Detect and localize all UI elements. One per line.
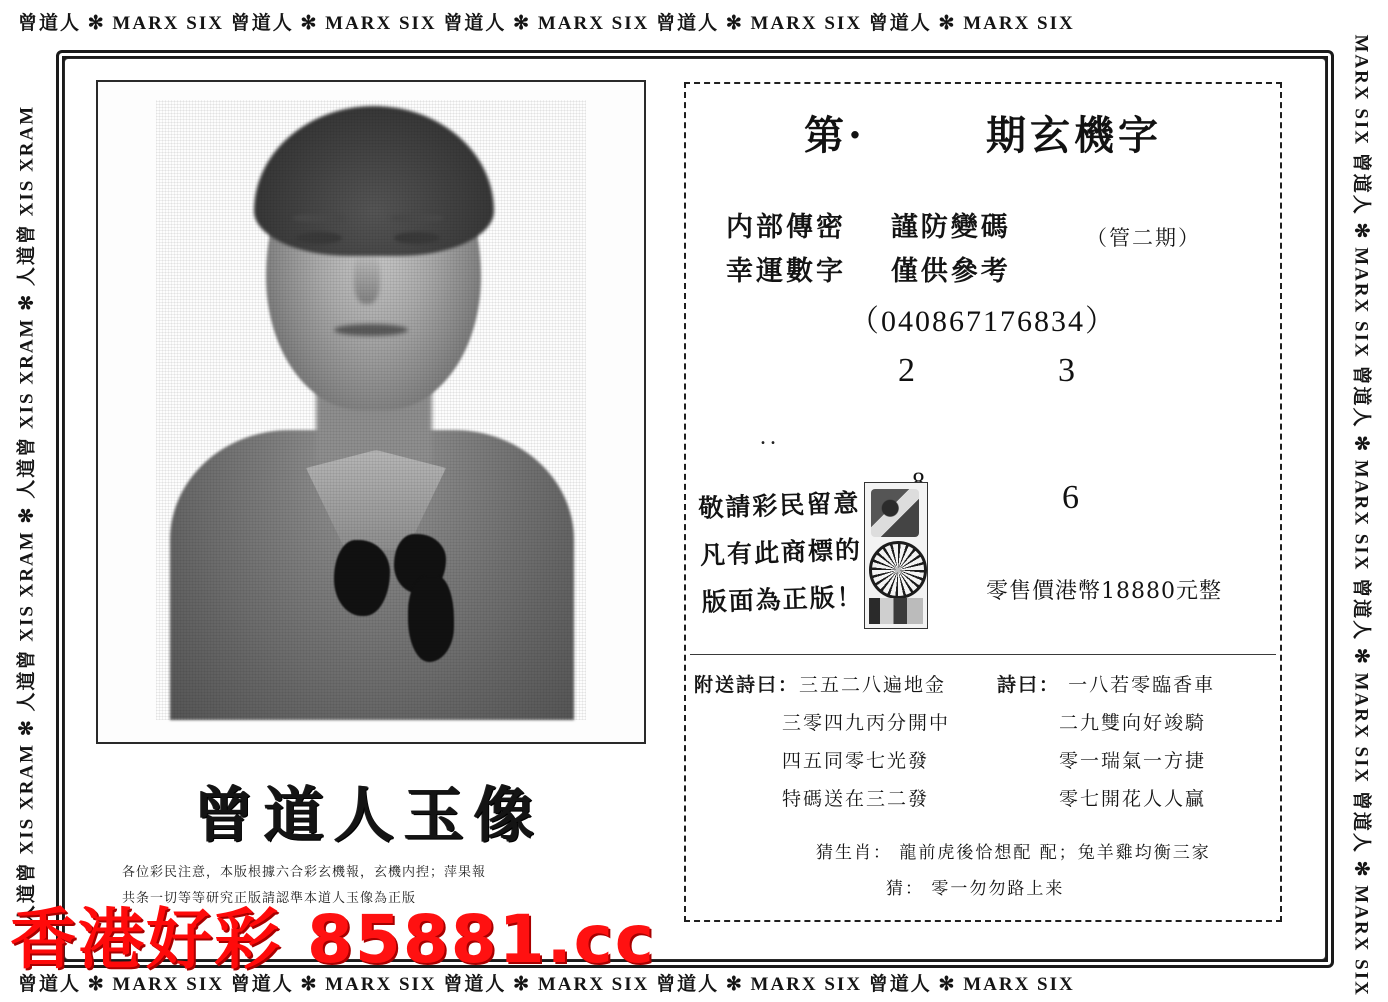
zodiac-hint xyxy=(816,836,1211,870)
border-marquee-left: 人道曾 XIS XRAM ✻ 人道曾 XIS XRAM ✻ 人道曾 XIS XRAM ✻ 人道曾 XIS XRAM xyxy=(16,104,38,925)
kv-row-2-b: 僅供參考 xyxy=(890,256,1011,287)
kv-row-2-a: 幸運數字 xyxy=(726,256,846,287)
portrait-nose xyxy=(354,250,380,304)
guess-text: 零一勿勿路上来 xyxy=(931,879,1065,899)
portrait-brow-right xyxy=(390,214,444,222)
zodiac-text: 龍前虎後恰想配 配；兔羊雞均衡三家 xyxy=(899,843,1211,863)
stamp-wheel-icon xyxy=(869,541,927,599)
portrait-hair xyxy=(254,106,494,256)
portrait-brow-left xyxy=(292,214,346,222)
zodiac-label: 猜生肖： xyxy=(816,843,892,863)
guess-hint xyxy=(886,874,1064,899)
slogan-line-2: 凡有此商標的 xyxy=(699,535,863,570)
poem-section xyxy=(694,666,1272,818)
kv-row-1-b: 謹防變碼 xyxy=(890,212,1011,243)
slogan-line-3: 版面為正版！ xyxy=(701,582,865,617)
portrait-caption: 曾道人玉像 xyxy=(194,781,544,851)
portrait-eye-left xyxy=(296,232,342,244)
poem-column-left xyxy=(694,666,969,818)
poem-column-right xyxy=(997,666,1272,818)
ink-blot-1 xyxy=(334,540,390,616)
poem-right-line-1: 一八若零臨香車 xyxy=(1068,674,1216,696)
portrait-eye-right xyxy=(394,232,440,244)
portrait-note-line-2: 共条一切等等研究正版請認準本道人玉像為正版 xyxy=(122,891,417,906)
slogan-line-1: 敬請彩民留意 xyxy=(697,488,861,523)
issue-title-right: 期玄機字 xyxy=(985,112,1162,159)
portrait-note-line-1: 各位彩民注意，本版根據六合彩玄機報，玄機内揑；萍果報 xyxy=(122,865,487,880)
poem-right-label: 詩曰： xyxy=(997,674,1061,696)
poem-left-row-1 xyxy=(694,666,969,704)
lucky-number-1: 2 xyxy=(898,352,915,389)
poem-left-line-2: 三零四九丙分開中 xyxy=(782,712,951,734)
poem-left-line-3: 四五同零七光發 xyxy=(782,750,930,772)
watermark-text-cn: 香港好彩 xyxy=(10,901,282,978)
info-panel xyxy=(684,82,1282,922)
kv-row-1 xyxy=(726,206,1011,250)
poem-left-line-4: 特碼送在三二發 xyxy=(782,788,930,810)
issue-title-left: 第· xyxy=(804,112,866,159)
stamp-bottom-art xyxy=(869,598,923,624)
portrait-image xyxy=(156,100,586,720)
poem-right-row-1 xyxy=(997,666,1272,704)
poem-right-line-3: 零一瑞氣一方捷 xyxy=(1059,750,1207,772)
authenticity-slogan xyxy=(698,479,865,626)
portrait-panel xyxy=(86,78,666,918)
issue-note: （管二期） xyxy=(1086,226,1201,250)
ellipsis-marks: .. xyxy=(760,424,780,450)
ink-blot-3 xyxy=(408,576,454,662)
watermark-url: 85881.cc xyxy=(306,901,656,978)
issue-title-row xyxy=(686,104,1280,161)
key-value-block xyxy=(726,206,1011,294)
retail-price: 零售價港幣18880元整 xyxy=(986,579,1222,604)
border-marquee-bottom: 曾道人 ✻ MARX SIX 曾道人 ✻ MARX SIX 曾道人 ✻ MARX SIX 曾道人 ✻ MARX SIX 曾道人 ✻ MARX SIX xyxy=(18,974,1075,995)
lucky-code: （040867176834） xyxy=(849,305,1117,338)
portrait-photo xyxy=(96,80,646,744)
lucky-number-2: 3 xyxy=(1058,352,1075,389)
portrait-mouth xyxy=(334,324,408,336)
poem-right-line-4: 零七開花人人贏 xyxy=(1059,788,1207,810)
poem-left-line-1: 三五二八遍地金 xyxy=(799,674,947,696)
border-marquee-right: MARX SIX 曾道人 ✻ MARX SIX 曾道人 ✻ MARX SIX 曾道人 ✻ MARX SIX 曾道人 ✻ MARX SIX xyxy=(1350,34,1372,997)
guess-label: 猜： xyxy=(886,879,924,899)
border-marquee-top: 曾道人 ✻ MARX SIX 曾道人 ✻ MARX SIX 曾道人 ✻ MARX SIX 曾道人 ✻ MARX SIX 曾道人 ✻ MARX SIX xyxy=(18,13,1075,34)
stamp-top-art xyxy=(871,489,919,537)
lucky-number-4: 6 xyxy=(1062,479,1079,516)
poem-right-line-2: 二九雙向好竣騎 xyxy=(1059,712,1207,734)
trademark-stamp xyxy=(864,482,928,629)
kv-row-1-a: 内部傳密 xyxy=(726,212,846,243)
divider xyxy=(690,654,1276,655)
site-watermark xyxy=(10,886,656,981)
poem-left-label: 附送詩曰： xyxy=(694,674,800,696)
kv-row-2 xyxy=(726,250,1011,294)
